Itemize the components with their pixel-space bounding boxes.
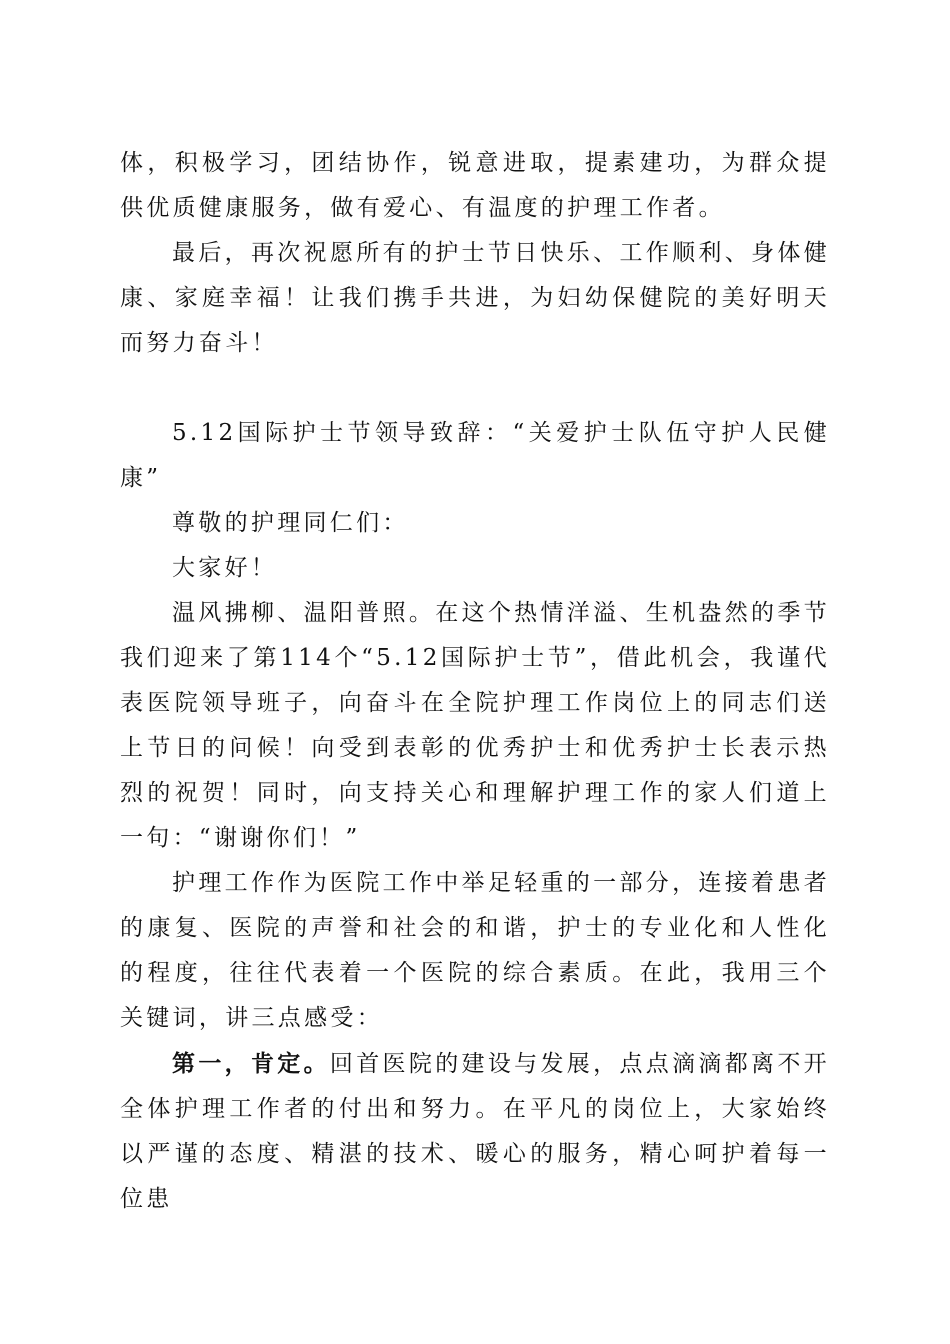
paragraph-point-one	[120, 1041, 830, 1222]
paragraph-importance: 护理工作作为医院工作中举足轻重的一部分，连接着患者的康复、医院的声誉和社会的和谐，护士的专业化和人性化的程度，往往代表着一个医院的综合素质。在此，我用三个关键词，讲三点感受：	[120, 870, 830, 1031]
paragraph-closing: 最后，再次祝愿所有的护士节日快乐、工作顺利、身体健康、家庭幸福！让我们携手共进，为妇幼保健院的美好明天而努力奋斗！	[120, 240, 830, 356]
greeting: 大家好！	[172, 555, 278, 581]
speech-title: 5.12国际护士节领导致辞：“关爱护士队伍守护人民健康”	[120, 420, 830, 491]
document-page	[120, 141, 830, 1222]
paragraph-intro: 温风拂柳、温阳普照。在这个热情洋溢、生机盎然的季节我们迎来了第114个“5.12国际护士节”，借此机会，我谨代表医院领导班子，向奋斗在全院护理工作岗位上的同志们送上节日的问候！向受到表彰的优秀护士和优秀护士长表示热烈的祝贺！同时，向支持关心和理解护理工作的家人们道上一句：“谢谢你们！”	[120, 600, 830, 851]
section-spacer	[120, 366, 830, 411]
salutation: 尊敬的护理同仁们：	[172, 510, 409, 536]
point-one-lead: 第一，肯定。	[172, 1050, 330, 1077]
paragraph-continuation: 体，积极学习，团结协作，锐意进取，提素建功，为群众提供优质健康服务，做有爱心、有温度的护理工作者。	[120, 150, 830, 221]
point-one-text: 回首医院的建设与发展，点点滴滴都离不开全体护理工作者的付出和努力。在平凡的岗位上，大家始终以严谨的态度、精湛的技术、暖心的服务，精心呵护着每一位患	[120, 1051, 830, 1212]
